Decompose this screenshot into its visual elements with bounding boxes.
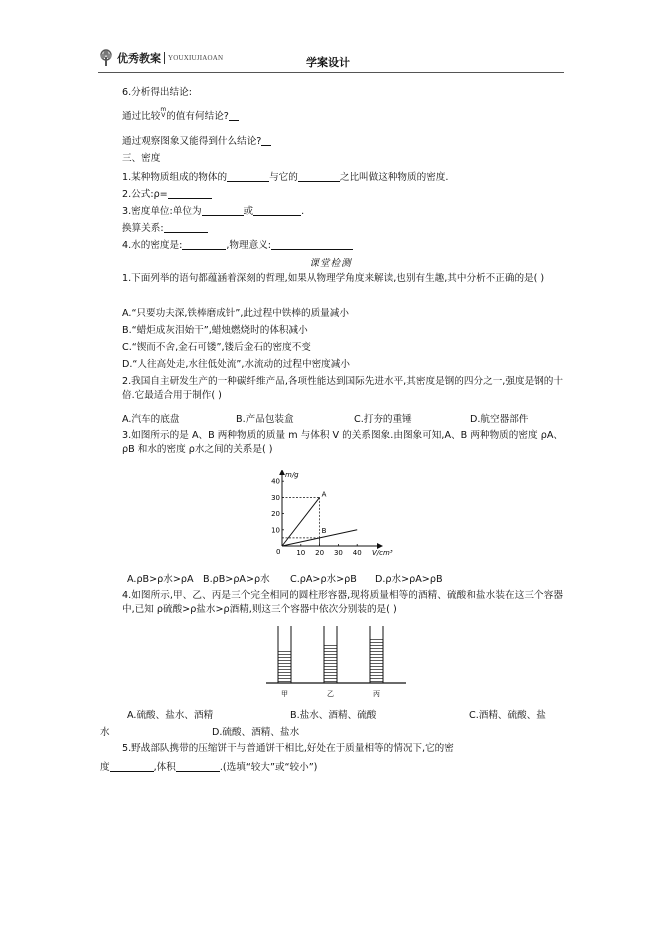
density-l1-b: 与它的 (269, 172, 298, 183)
liquid-yi (325, 644, 337, 683)
containers-figure (266, 620, 406, 702)
fraction-numerator: m (160, 106, 167, 113)
analysis-q2-text: 通过观察图象又能得到什么结论? (122, 136, 262, 147)
chart-origin-label: 0 (276, 548, 281, 556)
density-conversion-blank[interactable] (164, 221, 208, 233)
x-tick-label: 10 (296, 549, 306, 557)
density-l2: 2.公式:ρ= (122, 189, 168, 200)
q5-volume-blank[interactable] (176, 760, 220, 772)
label-jia: 甲 (281, 690, 288, 698)
q2-option-c[interactable]: C.打夯的重锤 (354, 414, 412, 425)
q4-option-c-cont: 水 (100, 727, 110, 738)
section-title: 课堂检测 (309, 258, 352, 269)
density-l1-c: 之比叫做这种物质的密度. (339, 172, 449, 183)
analysis-q2 (122, 134, 271, 149)
container-yi (324, 626, 337, 683)
q5-l2-a: 度 (100, 762, 110, 773)
chart-y-label: m/g (285, 471, 299, 480)
density-unit-blank-1[interactable] (202, 204, 244, 216)
q1-option-d[interactable]: D.“人往高处走,水往低处流”,水流动的过程中密度减小 (122, 359, 350, 370)
container-bing (370, 626, 383, 683)
y-tick-label: 20 (271, 510, 280, 519)
q1-stem-text: 1.下面列举的语句都蕴涵着深刻的哲理,如果从物理学角度来解读,也别有生趣,其中分析不正确的是( ) (122, 273, 545, 284)
density-l3-end: . (301, 206, 305, 217)
water-density (122, 238, 353, 253)
label-bing: 丙 (373, 690, 380, 698)
density-l3-b: 或 (243, 206, 254, 217)
q5-line-1: 5.野战部队携带的压缩饼干与普通饼干相比,好处在于质量相等的情况下,它的密 (122, 743, 454, 754)
density-l4: 换算关系: (122, 223, 164, 234)
series-label-b: B (321, 526, 327, 535)
density-l5-b: ,物理意义: (226, 240, 272, 251)
analysis-q2-blank[interactable] (261, 134, 271, 146)
analysis-q1-blank[interactable] (229, 109, 239, 121)
q5-l2-c: .(选填“较大”或“较小”) (219, 762, 318, 773)
container-jia (278, 626, 291, 683)
q1-stem (122, 272, 563, 286)
x-tick-label: 20 (315, 549, 325, 557)
logo (98, 48, 223, 68)
analysis-q1-b: 的值有何结论? (166, 111, 229, 122)
q4-option-a[interactable]: A.硫酸、盐水、酒精 (127, 710, 214, 721)
q1-option-c[interactable]: C.“锲而不舍,金石可镂”,镂后金石的密度不变 (122, 342, 311, 353)
q5-density-blank[interactable] (110, 760, 154, 772)
density-l3-a: 3.密度单位:单位为 (122, 206, 202, 217)
density-units (122, 204, 304, 219)
q1-option-a[interactable]: A.“只要功夫深,铁棒磨成针”,此过程中铁棒的质量减小 (122, 308, 349, 319)
q4-option-c[interactable]: C.酒精、硫酸、盐 (469, 710, 546, 721)
density-formula-blank[interactable] (168, 187, 212, 199)
analysis-q1-a: 通过比较 (122, 111, 161, 122)
chart-x-label: V/cm³ (372, 549, 393, 557)
density-formula (122, 187, 212, 202)
density-definition (122, 170, 448, 185)
y-tick-label: 30 (271, 493, 280, 502)
q3-option-b[interactable]: B.ρB>ρA>ρ水 (203, 574, 270, 585)
q3-option-a[interactable]: A.ρB>ρ水>ρA (127, 574, 194, 585)
x-tick-label: 40 (352, 549, 362, 557)
analysis-q1 (122, 107, 239, 124)
series-label-a: A (321, 490, 327, 499)
density-l1-a: 1.某种物质组成的物体的 (122, 172, 228, 183)
q2-option-d[interactable]: D.航空器部件 (470, 414, 529, 425)
y-tick-label: 10 (271, 526, 280, 535)
liquid-bing (371, 637, 383, 683)
density-l5-a: 4.水的密度是: (122, 240, 183, 251)
water-density-blank[interactable] (182, 238, 226, 250)
label-yi: 乙 (327, 690, 334, 698)
density-conversion (122, 221, 208, 236)
density-blank-1[interactable] (227, 170, 269, 182)
q3-option-c[interactable]: C.ρA>ρ水>ρB (290, 574, 357, 585)
fraction-denominator: V (161, 112, 166, 119)
header-title: 学案设计 (306, 56, 350, 69)
q2-option-a[interactable]: A.汽车的底盘 (122, 414, 180, 425)
q5-l2-b: ,体积 (153, 762, 176, 773)
page-header (98, 44, 564, 73)
q1-option-b[interactable]: B.“蜡炬成灰泪始干”,蜡烛燃烧时的体积减小 (122, 325, 308, 336)
physical-meaning-blank[interactable] (271, 238, 353, 250)
q5-line-2 (100, 760, 317, 775)
y-tick-label: 40 (271, 477, 280, 486)
tree-logo-icon (98, 49, 114, 67)
logo-text-en: YOUXIUJIAOAN (168, 54, 224, 62)
q4-option-b[interactable]: B.盐水、酒精、硫酸 (290, 710, 377, 721)
q2-option-b[interactable]: B.产品包装盒 (236, 414, 294, 425)
q3-option-d[interactable]: D.ρ水>ρA>ρB (375, 574, 443, 585)
density-heading: 三、密度 (122, 153, 161, 164)
liquid-jia (279, 650, 291, 683)
q3-stem: 3.如图所示的是 A、B 两种物质的质量 m 与体积 V 的关系图象.由图象可知,A、B 两种物质的密度 ρA、ρB 和水的密度 ρ水之间的关系是( ) (122, 430, 563, 455)
logo-separator (164, 52, 165, 64)
logo-text-cn: 优秀教案 (117, 52, 161, 65)
density-unit-blank-2[interactable] (253, 204, 301, 216)
x-tick-label: 30 (333, 549, 343, 557)
analysis-label: 6.分析得出结论: (122, 87, 192, 98)
density-blank-2[interactable] (298, 170, 340, 182)
mass-volume-chart (262, 470, 402, 562)
q4-option-d[interactable]: D.硫酸、酒精、盐水 (212, 727, 300, 738)
q2-stem: 2.我国自主研发生产的一种碳纤维产品,各项性能达到国际先进水平,其密度是钢的四分之一,强度是钢的十倍.它最适合用于制作( ) (122, 376, 563, 401)
q4-stem: 4.如图所示,甲、乙、丙是三个完全相同的圆柱形容器,现将质量相等的酒精、硫酸和盐水装在这三个容器中,已知 ρ硫酸>ρ盐水>ρ酒精,则这三个容器中依次分别装的是( ) (122, 590, 563, 615)
